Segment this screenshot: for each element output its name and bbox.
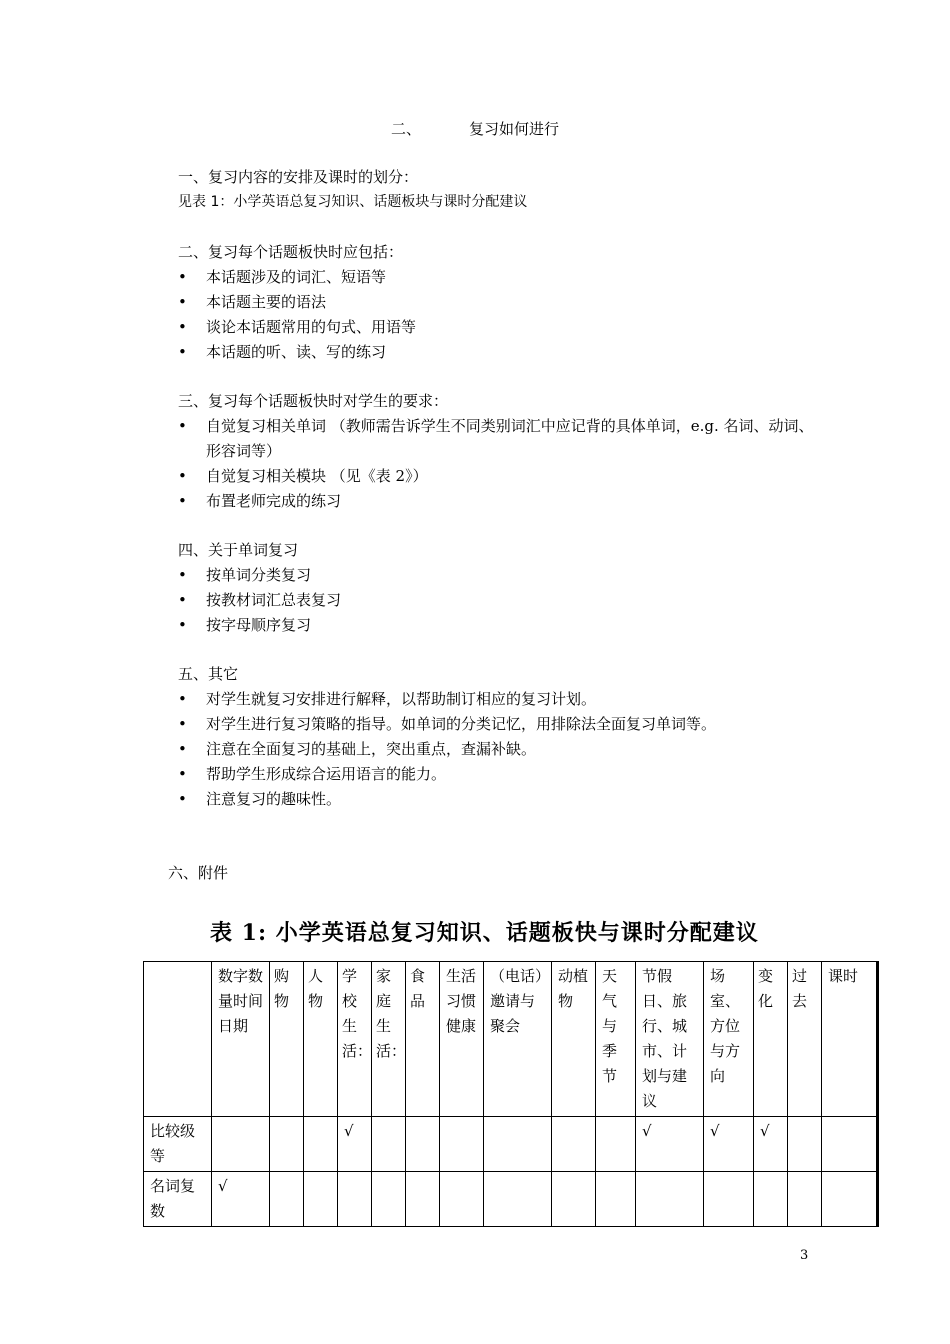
table-cell xyxy=(270,1172,304,1227)
table-cell xyxy=(788,1117,822,1172)
table-cell xyxy=(822,1172,878,1227)
allocation-table xyxy=(143,961,879,1227)
table-header-cell: 人物 xyxy=(304,962,338,1117)
table-cell xyxy=(212,1117,270,1172)
table-header-row xyxy=(144,962,878,1117)
list-item: • 自觉复习相关模块 （见《表 2》） xyxy=(178,464,818,489)
section-title: 三、复习每个话题板快时对学生的要求： xyxy=(178,392,449,410)
list-item: • 自觉复习相关单词 （教师需告诉学生不同类别词汇中应记背的具体单词，e.g. 名词、动词、形容词等） xyxy=(178,414,818,464)
table-header-cell: 家庭生活： xyxy=(372,962,406,1117)
table-header-cell: 学校生活： xyxy=(338,962,372,1117)
table-cell xyxy=(304,1117,338,1172)
appendix-label: 六、附件 xyxy=(168,864,229,882)
table-cell xyxy=(552,1117,596,1172)
list-item: • 按字母顺序复习 xyxy=(178,613,818,638)
table-cell xyxy=(822,1117,878,1172)
table-cell xyxy=(596,1172,636,1227)
table-cell xyxy=(596,1117,636,1172)
section-title: 一、复习内容的安排及课时的划分： xyxy=(178,168,419,186)
section-title: 二、复习每个话题板快时应包括： xyxy=(178,243,404,261)
table-cell xyxy=(372,1117,406,1172)
section-title: 四、关于单词复习 xyxy=(178,541,299,559)
row-label: 比较级等 xyxy=(144,1117,212,1172)
row-label: 名词复数 xyxy=(144,1172,212,1227)
table-cell xyxy=(372,1172,406,1227)
list-item: • 布置老师完成的练习 xyxy=(178,489,818,514)
table-cell xyxy=(440,1172,484,1227)
list-item: • 本话题的听、读、写的练习 xyxy=(178,340,818,365)
table-row xyxy=(144,1117,878,1172)
table-cell: √ xyxy=(636,1117,704,1172)
table-cell xyxy=(788,1172,822,1227)
page-heading xyxy=(0,118,950,139)
table-header-cell: 数字数量时间日期 xyxy=(212,962,270,1117)
list-item: • 按单词分类复习 xyxy=(178,563,818,588)
list-item: • 对学生就复习安排进行解释，以帮助制订相应的复习计划。 xyxy=(178,687,818,712)
table-header-cell: 节假日、旅行、城市、计划与建议 xyxy=(636,962,704,1117)
table-cell xyxy=(484,1172,552,1227)
section-3 xyxy=(178,389,818,514)
table-header-cell: 购物 xyxy=(270,962,304,1117)
section-2 xyxy=(178,240,818,365)
table-cell xyxy=(484,1117,552,1172)
table-cell xyxy=(440,1117,484,1172)
table-cell xyxy=(552,1172,596,1227)
list-item: • 对学生进行复习策略的指导。如单词的分类记忆，用排除法全面复习单词等。 xyxy=(178,712,818,737)
table-header-cell: （电话）邀请与聚会 xyxy=(484,962,552,1117)
table-header-cell: 课时 xyxy=(822,962,878,1117)
table-cell: √ xyxy=(704,1117,754,1172)
table-header-cell: 动植物 xyxy=(552,962,596,1117)
table-header-cell: 变化 xyxy=(754,962,788,1117)
table-title: 表 1: 小学英语总复习知识、话题板快与课时分配建议 xyxy=(210,920,759,946)
table-header-cell: 场室、方位与方向 xyxy=(704,962,754,1117)
list-item: • 帮助学生形成综合运用语言的能力。 xyxy=(178,762,818,787)
table-header-cell: 生活习惯健康 xyxy=(440,962,484,1117)
section-5 xyxy=(178,662,818,812)
table-cell xyxy=(406,1117,440,1172)
table-cell xyxy=(304,1172,338,1227)
table-cell: √ xyxy=(212,1172,270,1227)
list-item: • 注意复习的趣味性。 xyxy=(178,787,818,812)
table-cell xyxy=(406,1172,440,1227)
section-1 xyxy=(178,165,818,215)
table-header-cell: 过去 xyxy=(788,962,822,1117)
table-cell xyxy=(270,1117,304,1172)
table-header-cell: 天气与季节 xyxy=(596,962,636,1117)
table-cell xyxy=(636,1172,704,1227)
heading-number: 二、 xyxy=(390,120,421,138)
list-item: • 本话题涉及的词汇、短语等 xyxy=(178,265,818,290)
section-4 xyxy=(178,538,818,638)
section-title: 五、其它 xyxy=(178,665,239,683)
table-cell xyxy=(754,1172,788,1227)
list-item: • 谈论本话题常用的句式、用语等 xyxy=(178,315,818,340)
heading-text: 复习如何进行 xyxy=(469,120,560,138)
table-row xyxy=(144,1172,878,1227)
table-header-cell xyxy=(144,962,212,1117)
page-number: 3 xyxy=(800,1248,809,1263)
list-item: • 按教材词汇总表复习 xyxy=(178,588,818,613)
table-cell: √ xyxy=(338,1117,372,1172)
table-cell: √ xyxy=(754,1117,788,1172)
table-header-cell: 食品 xyxy=(406,962,440,1117)
table-cell xyxy=(704,1172,754,1227)
table-cell xyxy=(338,1172,372,1227)
section-note: 见表 1：小学英语总复习知识、话题板块与课时分配建议 xyxy=(178,194,528,210)
list-item: • 本话题主要的语法 xyxy=(178,290,818,315)
list-item: • 注意在全面复习的基础上，突出重点，查漏补缺。 xyxy=(178,737,818,762)
